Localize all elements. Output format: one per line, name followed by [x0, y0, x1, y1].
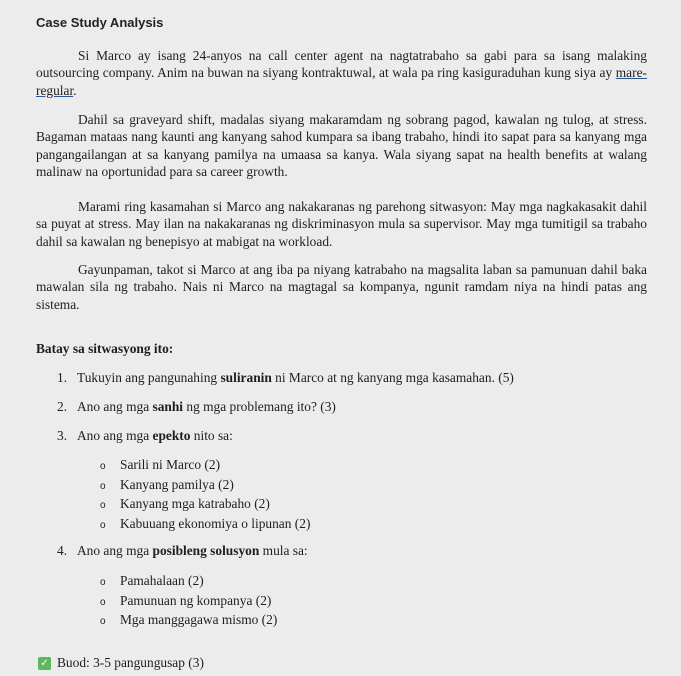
summary-instruction	[38, 655, 204, 671]
paragraph-1	[36, 47, 647, 99]
question-number: 2.	[57, 399, 68, 414]
list-item	[100, 476, 310, 496]
list-item-text: Sarili ni Marco (2)	[120, 457, 221, 472]
question-number: 3.	[57, 428, 68, 443]
bullet-icon: o	[100, 616, 106, 628]
question-text: Ano ang mga	[77, 428, 153, 443]
question-text: Ano ang mga	[77, 543, 153, 558]
paragraph-1-end: .	[73, 82, 77, 98]
questions-heading: Batay sa sitwasyong ito:	[36, 341, 174, 356]
list-item-text: Mga manggagawa mismo (2)	[120, 612, 278, 628]
bullet-icon: o	[100, 577, 106, 588]
question-4	[57, 543, 308, 559]
bullet-icon: o	[100, 500, 106, 512]
paragraph-4: Gayunpaman, takot si Marco at ang iba pa niyang katrabaho na magsalita laban sa pamunuan dahil baka mawalan sila ng trabaho. Nais ni Marco na magtagal sa kompanya, ngunit ramdam niya na hindi patas ang sistema.	[36, 262, 647, 312]
list-item-text: Kanyang mga katrabaho (2)	[120, 496, 270, 512]
paragraph-1-text: Si Marco ay isang 24-anyos na call center agent na nagtatrabaho sa gabi para sa isang malaking outsourcing company. Anim na buwan na siyang kontraktuwal, at wala pa ring kasiguraduhan kung siya ay	[36, 48, 647, 81]
question-text: Ano ang mga	[77, 399, 153, 414]
question-3-subitems	[100, 456, 310, 534]
question-number: 4.	[57, 543, 68, 558]
check-box-icon: ✓	[38, 657, 51, 670]
list-item-text: Kabuuang ekonomiya o lipunan (2)	[120, 515, 311, 531]
mare-regular-spellcheck-word: mare-regular	[36, 65, 647, 98]
bullet-icon: o	[100, 461, 106, 472]
question-text: Tukuyin ang pangunahing	[77, 370, 221, 385]
question-3	[57, 428, 233, 444]
list-item	[100, 611, 277, 631]
list-item	[100, 572, 277, 592]
question-4-subitems	[100, 572, 277, 631]
question-text-end: mula sa:	[259, 543, 308, 558]
question-keyword: sanhi	[152, 399, 184, 414]
list-item-text: Pamunuan ng kompanya (2)	[120, 592, 272, 608]
list-item	[100, 592, 277, 612]
summary-label: Buod: 3-5 pangungusap (3)	[57, 655, 204, 670]
list-item	[100, 456, 310, 476]
question-2	[57, 399, 336, 415]
paragraph-2: Dahil sa graveyard shift, madalas siyang makaramdam ng sobrang pagod, kawalan ng tulog, at stress. Bagaman mataas nang kaunti ang kanyang sahod kumpara sa ibang trabaho, hindi ito sapat para sa kanyang mga pangangailangan at sa kanyang pamilya na umaasa sa kanya. Wala siyang sapat na health benefits at walang malinaw na oportunidad para sa career growth.	[36, 112, 647, 180]
bullet-icon: o	[100, 519, 106, 531]
question-text-end: ni Marco at ng kanyang mga kasamahan. (5)	[271, 370, 514, 385]
bullet-icon: o	[100, 596, 106, 608]
list-item	[100, 495, 310, 515]
bullet-icon: o	[100, 480, 106, 492]
question-keyword: posibleng solusyon	[152, 543, 260, 558]
question-keyword: epekto	[152, 428, 191, 443]
list-item-text: Kanyang pamilya (2)	[120, 476, 234, 492]
list-item-text: Pamahalaan (2)	[120, 573, 204, 588]
document-title: Case Study Analysis	[36, 15, 164, 30]
question-1	[57, 370, 514, 386]
question-keyword: suliranin	[220, 370, 272, 385]
paragraph-3: Marami ring kasamahan si Marco ang nakakaranas ng parehong sitwasyon: May mga nagkakasakit dahil sa puyat at stress. May ilan na nakakaranas ng diskriminasyon mula sa supervisor. May mga tumitigil sa trabaho dahil sa kawalan ng benepisyo at mabigat na workload.	[36, 199, 647, 249]
list-item	[100, 515, 310, 535]
question-text-end: ng mga problemang ito? (3)	[183, 399, 336, 414]
question-text-end: nito sa:	[190, 428, 233, 443]
question-number: 1.	[57, 370, 68, 385]
